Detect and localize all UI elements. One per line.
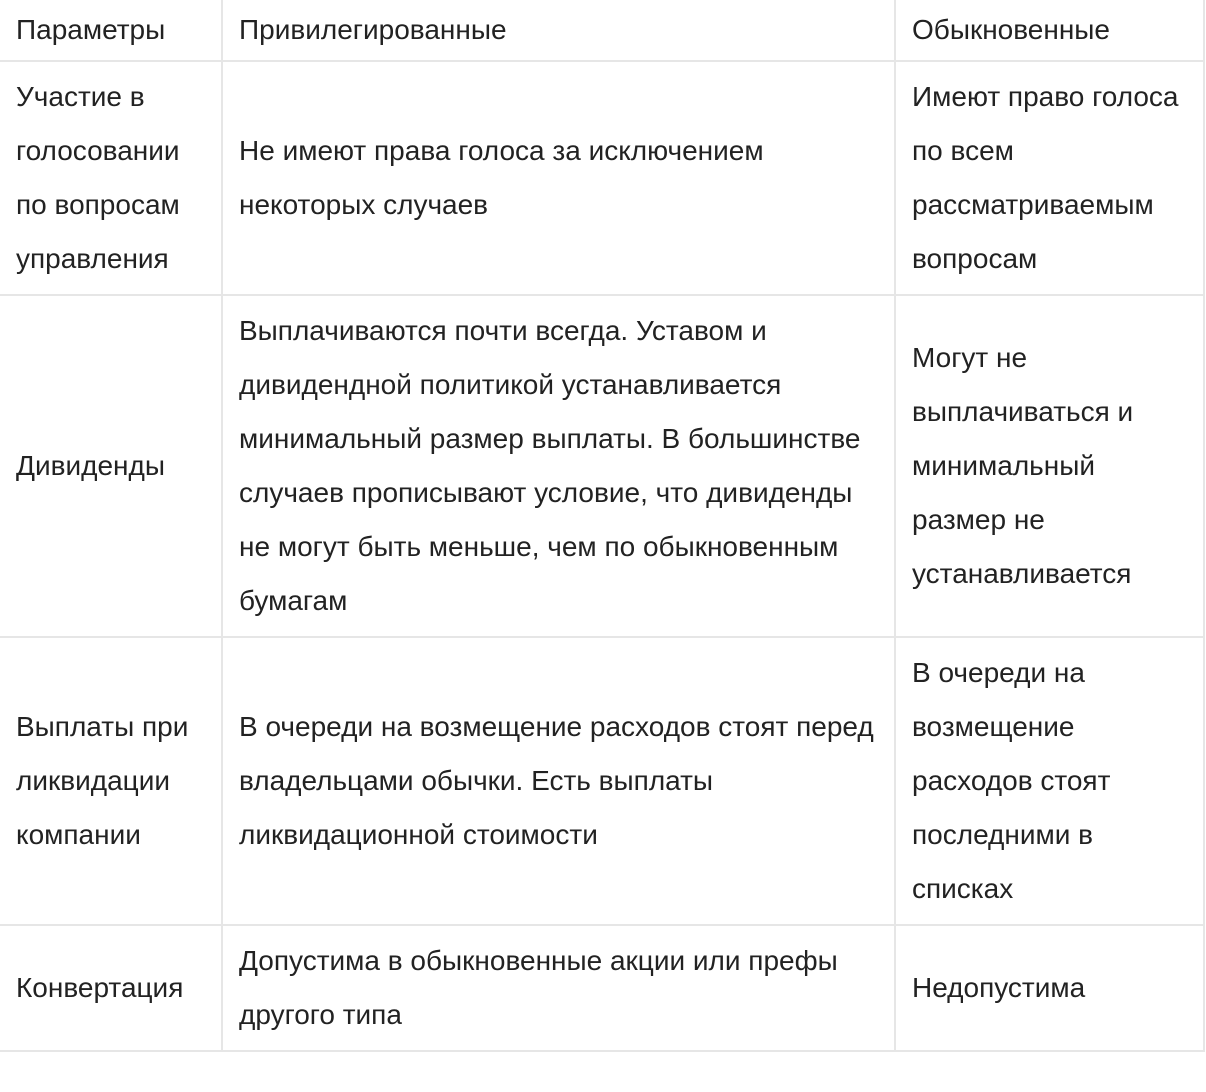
cell-param: Участие в голосовании по вопросам управления bbox=[0, 61, 222, 295]
cell-common: Недопустима bbox=[895, 925, 1204, 1051]
cell-common: Могут не выплачиваться и минимальный размер не устанавливается bbox=[895, 295, 1204, 637]
header-cell-preferred: Привилегированные bbox=[222, 0, 895, 61]
table-header-row bbox=[0, 0, 1204, 61]
table-row bbox=[0, 295, 1204, 637]
cell-param: Дивиденды bbox=[0, 295, 222, 637]
table-row bbox=[0, 637, 1204, 925]
cell-preferred: В очереди на возмещение расходов стоят перед владельцами обычки. Есть выплаты ликвидационной стоимости bbox=[222, 637, 895, 925]
cell-preferred: Не имеют права голоса за исключением некоторых случаев bbox=[222, 61, 895, 295]
cell-common: В очереди на возмещение расходов стоят последними в списках bbox=[895, 637, 1204, 925]
cell-common: Имеют право голоса по всем рассматриваемым вопросам bbox=[895, 61, 1204, 295]
header-cell-common: Обыкновенные bbox=[895, 0, 1204, 61]
header-cell-parameters: Параметры bbox=[0, 0, 222, 61]
cell-preferred: Выплачиваются почти всегда. Уставом и дивидендной политикой устанавливается минимальный размер выплаты. В большинстве случаев прописывают условие, что дивиденды не могут быть меньше, чем по обыкновенным бумагам bbox=[222, 295, 895, 637]
table-row bbox=[0, 61, 1204, 295]
cell-preferred: Допустима в обыкновенные акции или префы другого типа bbox=[222, 925, 895, 1051]
cell-param: Конвертация bbox=[0, 925, 222, 1051]
cell-param: Выплаты при ликвидации компании bbox=[0, 637, 222, 925]
table-row bbox=[0, 925, 1204, 1051]
